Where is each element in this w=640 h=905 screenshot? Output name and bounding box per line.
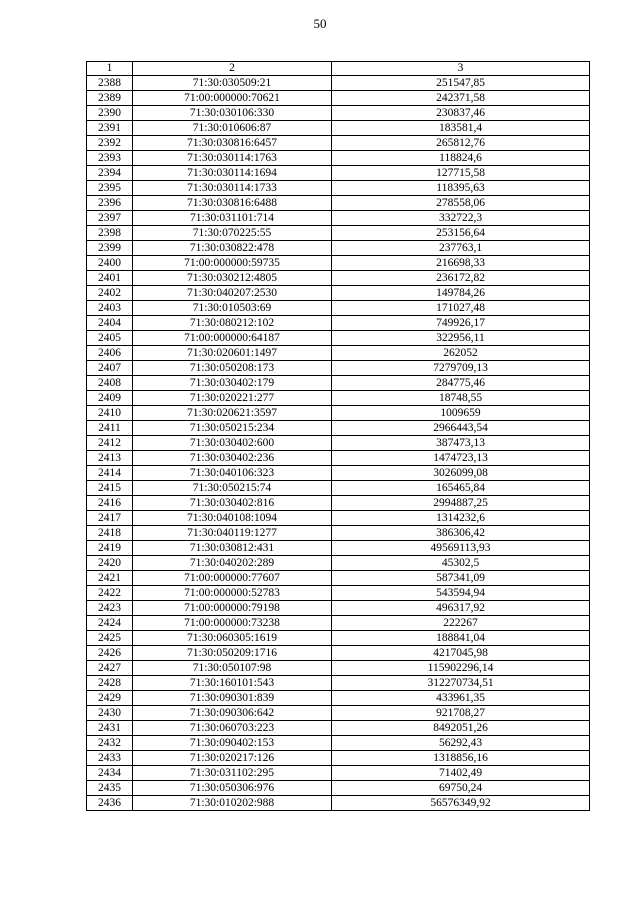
table-row: [87, 421, 590, 436]
value-cell: 18748,55: [332, 391, 590, 406]
table-row: [87, 616, 590, 631]
value-cell: 171027,48: [332, 301, 590, 316]
cadastral-number-cell: 71:30:040119:1277: [133, 526, 332, 541]
row-number-cell: 2427: [87, 661, 133, 676]
table-row: [87, 196, 590, 211]
cadastral-number-cell: 71:00:000000:70621: [133, 91, 332, 106]
column-header-3: 3: [332, 62, 590, 76]
row-number-cell: 2405: [87, 331, 133, 346]
table-row: [87, 706, 590, 721]
cadastral-number-cell: 71:30:070225:55: [133, 226, 332, 241]
table-row: [87, 316, 590, 331]
value-cell: 2966443,54: [332, 421, 590, 436]
value-cell: 1009659: [332, 406, 590, 421]
value-cell: 230837,46: [332, 106, 590, 121]
table-row: [87, 121, 590, 136]
row-number-cell: 2420: [87, 556, 133, 571]
table-body: [87, 76, 590, 811]
row-number-cell: 2398: [87, 226, 133, 241]
value-cell: 921708,27: [332, 706, 590, 721]
value-cell: 118395,63: [332, 181, 590, 196]
data-table: [86, 61, 590, 811]
row-number-cell: 2395: [87, 181, 133, 196]
cadastral-number-cell: 71:00:000000:79198: [133, 601, 332, 616]
cadastral-number-cell: 71:30:020621:3597: [133, 406, 332, 421]
table-row: [87, 361, 590, 376]
row-number-cell: 2413: [87, 451, 133, 466]
value-cell: 253156,64: [332, 226, 590, 241]
cadastral-number-cell: 71:30:030402:600: [133, 436, 332, 451]
cadastral-number-cell: 71:30:030816:6457: [133, 136, 332, 151]
page-number: 50: [313, 16, 327, 31]
value-cell: 496317,92: [332, 601, 590, 616]
cadastral-number-cell: 71:30:060305:1619: [133, 631, 332, 646]
table-row: [87, 646, 590, 661]
value-cell: 3026099,08: [332, 466, 590, 481]
row-number-cell: 2431: [87, 721, 133, 736]
row-number-cell: 2421: [87, 571, 133, 586]
row-number-cell: 2419: [87, 541, 133, 556]
cadastral-number-cell: 71:30:030509:21: [133, 76, 332, 91]
table-row: [87, 91, 590, 106]
table-row: [87, 496, 590, 511]
value-cell: 237763,1: [332, 241, 590, 256]
value-cell: 262052: [332, 346, 590, 361]
cadastral-number-cell: 71:30:040207:2530: [133, 286, 332, 301]
row-number-cell: 2393: [87, 151, 133, 166]
value-cell: 749926,17: [332, 316, 590, 331]
value-cell: 71402,49: [332, 766, 590, 781]
table-row: [87, 571, 590, 586]
row-number-cell: 2394: [87, 166, 133, 181]
table-row: [87, 106, 590, 121]
row-number-cell: 2435: [87, 781, 133, 796]
row-number-cell: 2410: [87, 406, 133, 421]
column-header-2: 2: [133, 62, 332, 76]
table-row: [87, 271, 590, 286]
row-number-cell: 2423: [87, 601, 133, 616]
cadastral-number-cell: 71:30:031101:714: [133, 211, 332, 226]
row-number-cell: 2402: [87, 286, 133, 301]
table-row: [87, 676, 590, 691]
cadastral-number-cell: 71:30:050306:976: [133, 781, 332, 796]
row-number-cell: 2412: [87, 436, 133, 451]
cadastral-number-cell: 71:30:050208:173: [133, 361, 332, 376]
table-row: [87, 181, 590, 196]
value-cell: 265812,76: [332, 136, 590, 151]
cadastral-number-cell: 71:30:030106:330: [133, 106, 332, 121]
cadastral-number-cell: 71:30:030402:236: [133, 451, 332, 466]
cadastral-number-cell: 71:30:090306:642: [133, 706, 332, 721]
value-cell: 45302,5: [332, 556, 590, 571]
value-cell: 433961,35: [332, 691, 590, 706]
table-row: [87, 166, 590, 181]
table-row: [87, 586, 590, 601]
value-cell: 278558,06: [332, 196, 590, 211]
value-cell: 216698,33: [332, 256, 590, 271]
value-cell: 165465,84: [332, 481, 590, 496]
value-cell: 284775,46: [332, 376, 590, 391]
value-cell: 118824,6: [332, 151, 590, 166]
row-number-cell: 2425: [87, 631, 133, 646]
table-row: [87, 721, 590, 736]
row-number-cell: 2430: [87, 706, 133, 721]
cadastral-number-cell: 71:30:050107:98: [133, 661, 332, 676]
row-number-cell: 2414: [87, 466, 133, 481]
row-number-cell: 2418: [87, 526, 133, 541]
value-cell: 222267: [332, 616, 590, 631]
cadastral-number-cell: 71:30:030812:431: [133, 541, 332, 556]
cadastral-number-cell: 71:30:030402:179: [133, 376, 332, 391]
cadastral-number-cell: 71:30:040108:1094: [133, 511, 332, 526]
table-row: [87, 691, 590, 706]
table-row: [87, 736, 590, 751]
table-row: [87, 451, 590, 466]
row-number-cell: 2417: [87, 511, 133, 526]
cadastral-number-cell: 71:30:050209:1716: [133, 646, 332, 661]
table-header-row: [87, 62, 590, 76]
value-cell: 1474723,13: [332, 451, 590, 466]
table-row: [87, 796, 590, 811]
table-row: [87, 766, 590, 781]
row-number-cell: 2436: [87, 796, 133, 811]
cadastral-number-cell: 71:30:030114:1763: [133, 151, 332, 166]
cadastral-number-cell: 71:30:010503:69: [133, 301, 332, 316]
row-number-cell: 2415: [87, 481, 133, 496]
table-row: [87, 781, 590, 796]
table-row: [87, 751, 590, 766]
cadastral-number-cell: 71:30:090402:153: [133, 736, 332, 751]
row-number-cell: 2422: [87, 586, 133, 601]
cadastral-number-cell: 71:30:010202:988: [133, 796, 332, 811]
cadastral-number-cell: 71:30:050215:234: [133, 421, 332, 436]
value-cell: 115902296,14: [332, 661, 590, 676]
row-number-cell: 2424: [87, 616, 133, 631]
cadastral-number-cell: 71:00:000000:77607: [133, 571, 332, 586]
table-row: [87, 376, 590, 391]
table-row: [87, 136, 590, 151]
cadastral-number-cell: 71:00:000000:73238: [133, 616, 332, 631]
table-row: [87, 556, 590, 571]
cadastral-number-cell: 71:30:080212:102: [133, 316, 332, 331]
column-header-1: 1: [87, 62, 133, 76]
cadastral-number-cell: 71:30:090301:839: [133, 691, 332, 706]
cadastral-number-cell: 71:30:020601:1497: [133, 346, 332, 361]
table-row: [87, 481, 590, 496]
cadastral-number-cell: 71:00:000000:64187: [133, 331, 332, 346]
cadastral-number-cell: 71:30:040106:323: [133, 466, 332, 481]
row-number-cell: 2396: [87, 196, 133, 211]
value-cell: 8492051,26: [332, 721, 590, 736]
value-cell: 251547,85: [332, 76, 590, 91]
table-row: [87, 256, 590, 271]
row-number-cell: 2388: [87, 76, 133, 91]
table-row: [87, 286, 590, 301]
row-number-cell: 2400: [87, 256, 133, 271]
cadastral-number-cell: 71:30:020221:277: [133, 391, 332, 406]
cadastral-number-cell: 71:30:030402:816: [133, 496, 332, 511]
table-row: [87, 511, 590, 526]
value-cell: 312270734,51: [332, 676, 590, 691]
table-row: [87, 466, 590, 481]
value-cell: 7279709,13: [332, 361, 590, 376]
row-number-cell: 2407: [87, 361, 133, 376]
table-row: [87, 526, 590, 541]
row-number-cell: 2391: [87, 121, 133, 136]
row-number-cell: 2404: [87, 316, 133, 331]
cadastral-number-cell: 71:30:040202:289: [133, 556, 332, 571]
row-number-cell: 2428: [87, 676, 133, 691]
row-number-cell: 2429: [87, 691, 133, 706]
value-cell: 149784,26: [332, 286, 590, 301]
row-number-cell: 2392: [87, 136, 133, 151]
table-row: [87, 76, 590, 91]
cadastral-number-cell: 71:30:010606:87: [133, 121, 332, 136]
value-cell: 236172,82: [332, 271, 590, 286]
value-cell: 242371,58: [332, 91, 590, 106]
value-cell: 4217045,98: [332, 646, 590, 661]
table-row: [87, 631, 590, 646]
table-row: [87, 151, 590, 166]
row-number-cell: 2432: [87, 736, 133, 751]
row-number-cell: 2397: [87, 211, 133, 226]
value-cell: 49569113,93: [332, 541, 590, 556]
cadastral-number-cell: 71:30:160101:543: [133, 676, 332, 691]
value-cell: 56576349,92: [332, 796, 590, 811]
row-number-cell: 2433: [87, 751, 133, 766]
value-cell: 387473,13: [332, 436, 590, 451]
table-row: [87, 391, 590, 406]
row-number-cell: 2403: [87, 301, 133, 316]
table-row: [87, 226, 590, 241]
value-cell: 1318856,16: [332, 751, 590, 766]
cadastral-number-cell: 71:00:000000:52783: [133, 586, 332, 601]
value-cell: 56292,43: [332, 736, 590, 751]
value-cell: 183581,4: [332, 121, 590, 136]
row-number-cell: 2409: [87, 391, 133, 406]
value-cell: 322956,11: [332, 331, 590, 346]
cadastral-number-cell: 71:30:030114:1694: [133, 166, 332, 181]
row-number-cell: 2389: [87, 91, 133, 106]
value-cell: 543594,94: [332, 586, 590, 601]
table-row: [87, 406, 590, 421]
value-cell: 1314232,6: [332, 511, 590, 526]
cadastral-number-cell: 71:30:020217:126: [133, 751, 332, 766]
table-row: [87, 661, 590, 676]
table-row: [87, 331, 590, 346]
table-row: [87, 346, 590, 361]
table-row: [87, 301, 590, 316]
cadastral-number-cell: 71:30:031102:295: [133, 766, 332, 781]
value-cell: 69750,24: [332, 781, 590, 796]
value-cell: 587341,09: [332, 571, 590, 586]
cadastral-number-cell: 71:30:030212:4805: [133, 271, 332, 286]
cadastral-number-cell: 71:30:030822:478: [133, 241, 332, 256]
cadastral-number-cell: 71:30:060703:223: [133, 721, 332, 736]
row-number-cell: 2426: [87, 646, 133, 661]
value-cell: 127715,58: [332, 166, 590, 181]
row-number-cell: 2408: [87, 376, 133, 391]
row-number-cell: 2406: [87, 346, 133, 361]
row-number-cell: 2434: [87, 766, 133, 781]
row-number-cell: 2390: [87, 106, 133, 121]
cadastral-number-cell: 71:30:030816:6488: [133, 196, 332, 211]
value-cell: 332722,3: [332, 211, 590, 226]
value-cell: 386306,42: [332, 526, 590, 541]
table-row: [87, 211, 590, 226]
cadastral-number-cell: 71:30:030114:1733: [133, 181, 332, 196]
table-row: [87, 436, 590, 451]
row-number-cell: 2411: [87, 421, 133, 436]
value-cell: 188841,04: [332, 631, 590, 646]
table-row: [87, 241, 590, 256]
table-row: [87, 601, 590, 616]
value-cell: 2994887,25: [332, 496, 590, 511]
cadastral-number-cell: 71:00:000000:59735: [133, 256, 332, 271]
row-number-cell: 2399: [87, 241, 133, 256]
row-number-cell: 2401: [87, 271, 133, 286]
table-row: [87, 541, 590, 556]
row-number-cell: 2416: [87, 496, 133, 511]
cadastral-number-cell: 71:30:050215:74: [133, 481, 332, 496]
